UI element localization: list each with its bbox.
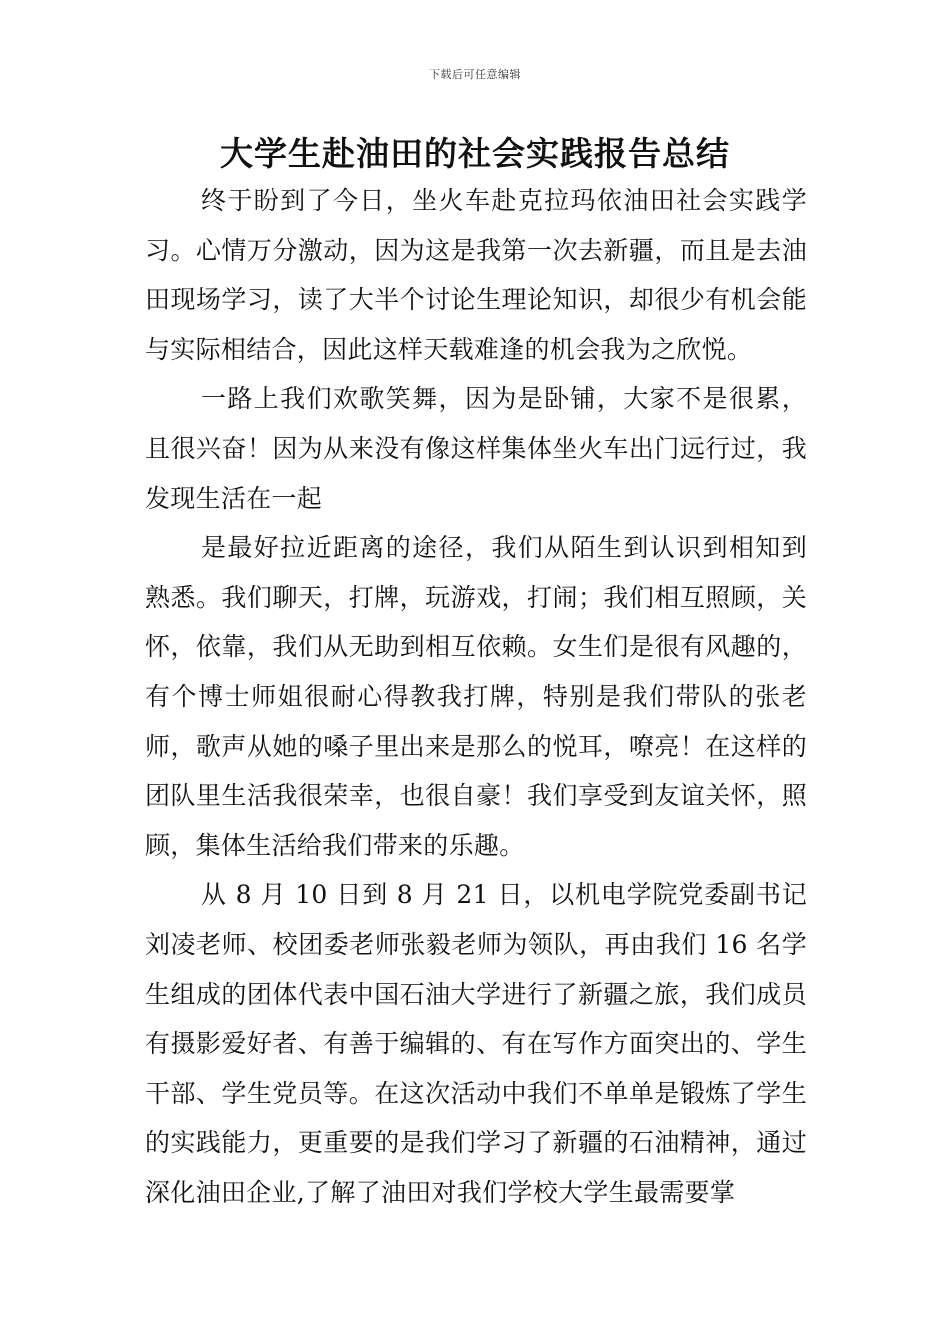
paragraph: 是最好拉近距离的途径，我们从陌生到认识到相知到熟悉。我们聊天，打牌，玩游戏，打闹；我们相互照顾，关怀，依靠，我们从无助到相互依赖。女生们是很有风趣的，有个博士师姐很耐心得教我打牌，特别是我们带队的张老师，歌声从她的嗓子里出来是那么的悦耳，嘹亮！在这样的团队里生活我很荣幸，也很自豪！我们享受到友谊关怀，照顾，集体生活给我们带来的乐趣。: [145, 533, 807, 860]
paragraph: 一路上我们欢歌笑舞，因为是卧铺，大家不是很累，且很兴奋！因为从来没有像这样集体坐火车出门远行过，我发现生活在一起: [145, 384, 807, 513]
document-body: [145, 176, 807, 1217]
paragraph: 从 8 月 10 日到 8 月 21 日，以机电学院党委副书记刘凌老师、校团委老师张毅老师为领队，再由我们 16 名学生组成的团体代表中国石油大学进行了新疆之旅，我们成员有摄影爱好者、有善于编辑的、有在写作方面突出的、学生干部、学生党员等。在这次活动中我们不单单是锻炼了学生的实践能力，更重要的是我们学习了新疆的石油精神，通过深化油田企业,了解了油田对我们学校大学生最需要掌: [145, 880, 807, 1207]
header-note: 下载后可任意编辑: [429, 68, 521, 81]
document-title: 大学生赴油田的社会实践报告总结: [220, 134, 730, 173]
paragraph: 终于盼到了今日，坐火车赴克拉玛依油田社会实践学习。心情万分激动，因为这是我第一次去新疆，而且是去油田现场学习，读了大半个讨论生理论知识，却很少有机会能与实际相结合，因此这样天载难逢的机会我为之欣悦。: [145, 186, 807, 364]
